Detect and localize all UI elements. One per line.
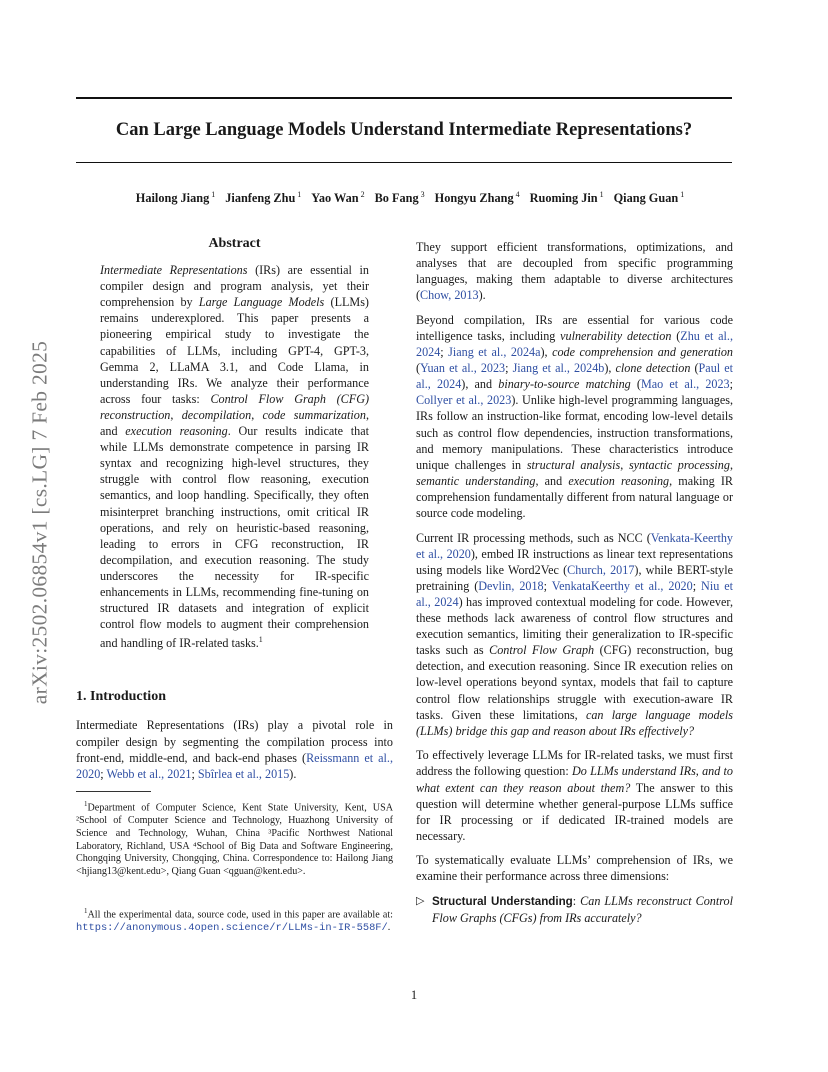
author-text: Hailong Jiang xyxy=(135,191,210,206)
paragraph-text: ), and xyxy=(461,377,499,392)
abstract-segment: , and xyxy=(100,407,369,439)
abstract-task-cfg: Control Flow Graph (CFG) reconstruction xyxy=(100,391,370,422)
abstract-task-decompilation: decompilation xyxy=(181,407,252,422)
citation-link[interactable]: Mao et al., 2023 xyxy=(640,377,730,392)
abstract-heading: Abstract xyxy=(208,236,261,251)
author-text: Jianfeng Zhu xyxy=(225,191,296,206)
introduction-paragraph xyxy=(76,717,393,781)
paragraph-text: (CFG) reconstruction, bug detection, and execution reasoning. Since IR execution relies on low-level operations beyond syntax, models that fail to capture control flow relationships struggle with execution-aware IR tasks. Given these limitations, xyxy=(416,643,733,722)
citation-link[interactable]: Jiang et al., 2024a xyxy=(448,345,541,360)
citation-separator: ; xyxy=(692,578,702,593)
page-number: 1 xyxy=(410,988,418,1002)
introduction-heading: 1. Introduction xyxy=(76,689,166,705)
emphasis: binary-to-source matching xyxy=(498,377,631,392)
paragraph-text: They support efficient transformations, optimizations, and analyses that are decoupled from specific programming languages, making them adaptable to diverse architectures ( xyxy=(416,240,733,303)
citation-link[interactable]: Church, 2017 xyxy=(567,562,635,577)
data-availability-footnote xyxy=(76,905,393,935)
citation-link[interactable]: Zhu et al., 2024 xyxy=(416,328,733,360)
title-bottom-rule xyxy=(76,162,732,163)
footnote-end: . xyxy=(387,922,391,934)
author-name xyxy=(136,191,215,205)
citation-separator: ; xyxy=(440,345,449,360)
author-list xyxy=(60,190,760,206)
affiliation-text: Department of Computer Science, Kent State University, Kent, USA ²School of Computer Science and Technology, Huazhong University of Science and Technology, Wuhan, China ³Pacific Northwest National Laboratory, Richland, USA ⁴School of Big Data and Software Engineering, Chongqing University, Chongqing, China. Correspondence to: Hailong Jiang <hjiang13@kent.edu>, Qiang Guan <qguan@kent.edu>. xyxy=(76,802,393,878)
citation-link[interactable]: VenkataKeerthy et al., 2020 xyxy=(551,578,693,593)
paragraph-text: Beyond compilation, IRs are essential for various code intelligence tasks, including xyxy=(416,312,733,343)
footnote-separator xyxy=(76,791,151,792)
paragraph-text: , xyxy=(729,457,733,472)
affiliation-marker: 4 xyxy=(515,190,520,199)
emphasis: execution reasoning xyxy=(568,473,670,488)
citation-link[interactable]: Reissmann et al., 2020 xyxy=(76,750,393,781)
citation-link[interactable]: Venkata-Keerthy et al., 2020 xyxy=(416,530,733,561)
paragraph-text: ( xyxy=(671,328,681,343)
paragraph-text: ), xyxy=(540,345,553,360)
paragraph-code-intelligence xyxy=(416,312,733,521)
citation-link[interactable]: Devlin, 2018 xyxy=(478,578,544,593)
abstract-segment: , xyxy=(170,407,182,422)
author-name xyxy=(614,191,685,205)
affiliation-marker: 1 xyxy=(211,190,216,199)
paragraph-question xyxy=(416,747,733,844)
paragraph-text: Current IR processing methods, such as NCC ( xyxy=(416,530,651,545)
author-text: Yao Wan xyxy=(311,191,359,206)
author-name xyxy=(435,191,520,205)
footnotes xyxy=(76,798,393,935)
citation-separator: ; xyxy=(100,766,107,781)
abstract-segment: (LLMs) remains underexplored. This paper presents a pioneering empirical study to investigate the capabilities of LLMs, including GPT-4, GPT-3, Gemma 2, LLaMA 3.1, and Code Llama, in understanding IRs. We analyze their performance across four tasks: xyxy=(100,295,369,406)
emphasis: structural analysis xyxy=(526,457,621,472)
abstract-segment: . Our results indicate that while LLMs demonstrate competence in parsing IR syntax and recognizing high-level structures, they struggle with control flow reasoning, execution semantics, and loop handling. Specifically, they often misinterpret branching instructions, omit critical IR operations, and rely on heuristic-based reasoning, leading to errors in CFG reconstruction, IR decompilation, and execution reasoning. The study underscores the necessity for IR-specific enhancements in LLMs, recommending fine-tuning on structured IR datasets and integration of explicit control flow models to augment their comprehension and handling of IR-related tasks. xyxy=(100,424,369,651)
citation-separator: ; xyxy=(543,578,552,593)
citation-link[interactable]: Yuan et al., 2023 xyxy=(420,361,506,376)
paragraph-text: ) has improved contextual modeling for code. However, these methods lack awareness of control flow structures and execution semantics, limiting their generalization to IR-specific tasks such as xyxy=(416,594,733,658)
paragraph-text: ), embed IR instructions as linear text representations using models like Word2Vec ( xyxy=(416,546,733,577)
data-availability-text: All the experimental data, source code, used in this paper are available at: xyxy=(87,909,393,921)
paragraph-text: ), while BERT-style pretraining ( xyxy=(416,562,734,593)
research-question: can large language models (LLMs) bridge this gap and reason about IRs effectively? xyxy=(416,707,733,738)
author-text: Hongyu Zhang xyxy=(434,191,514,206)
citation-link[interactable]: Jiang et al., 2024b xyxy=(512,361,605,376)
abstract-term-ir: Intermediate Representations xyxy=(100,263,248,278)
citation-link[interactable]: Niu et al., 2024 xyxy=(416,578,733,609)
paragraph-text: , making IR comprehension fundamentally different from natural language or source code modeling. xyxy=(416,473,733,520)
emphasis: code comprehension and generation xyxy=(552,345,734,360)
list-item-text xyxy=(432,893,733,926)
paragraph-text: ). xyxy=(478,288,486,303)
affiliation-footnote xyxy=(76,798,393,879)
citation-link[interactable]: Sbîrlea et al., 2015 xyxy=(197,766,290,781)
citation-separator: ; xyxy=(191,766,198,781)
list-item-separator: : xyxy=(572,894,581,909)
author-name xyxy=(375,191,425,205)
arxiv-identifier-stamp: arXiv:2502.06854v1 [cs.LG] 7 Feb 2025 xyxy=(27,340,52,705)
affiliation-marker: 1 xyxy=(297,190,302,199)
repository-link[interactable]: https://anonymous.4open.science/r/LLMs-in-IR-558F/ xyxy=(76,922,388,935)
author-name xyxy=(530,191,604,205)
emphasis: vulnerability detection xyxy=(560,328,672,343)
paragraph-text: To effectively leverage LLMs for IR-related tasks, we must first address the following question: xyxy=(416,748,733,779)
abstract-term-llm: Large Language Models xyxy=(198,295,325,310)
paragraph-text: ( xyxy=(416,361,421,376)
intro-text: Intermediate Representations (IRs) play a pivotal role in compiler design by segmenting the compilation process into front-end, middle-end, and back-end phases ( xyxy=(76,718,393,765)
footnote-marker: 1 xyxy=(84,799,88,808)
citation-separator: ; xyxy=(729,377,733,392)
footnote-marker: 1 xyxy=(84,907,88,915)
paragraph-text: , and xyxy=(535,473,569,488)
emphasis: syntactic processing xyxy=(628,457,730,472)
paragraph-text: ), xyxy=(604,361,616,376)
author-text: Ruoming Jin xyxy=(529,191,598,206)
paragraph-current-methods xyxy=(416,530,733,739)
paragraph-dimensions: To systematically evaluate LLMs’ comprehension of IRs, we examine their performance across three dimensions: xyxy=(416,853,733,884)
citation-separator: ; xyxy=(505,361,513,376)
affiliation-marker: 1 xyxy=(599,190,604,199)
citation-link[interactable]: Paul et al., 2024 xyxy=(416,361,733,392)
abstract-task-execution: execution reasoning xyxy=(125,424,228,439)
citation-link[interactable]: Chow, 2013 xyxy=(420,288,479,303)
emphasis: clone detection xyxy=(615,361,691,376)
affiliation-marker: 2 xyxy=(360,190,365,199)
emphasis: semantic understanding xyxy=(416,473,536,488)
author-name xyxy=(311,191,364,205)
right-column xyxy=(416,239,733,926)
paragraph-text: ( xyxy=(690,361,699,376)
paragraph-text: ( xyxy=(630,377,641,392)
citation-link[interactable]: Webb et al., 2021 xyxy=(106,766,192,781)
author-text: Qiang Guan xyxy=(613,191,679,206)
paragraph-text: , xyxy=(620,457,629,472)
emphasis: Control Flow Graph xyxy=(489,643,595,658)
paragraph-text: ). Unlike high-level programming languages, IRs follow an instruction-like format, encoding low-level details such as control flow dependencies, instruction transformations, and memory manipulations. These characteristics introduce unique challenges in xyxy=(416,393,733,472)
paragraph-text: The answer to this question will determine whether general-purpose LLMs suffice for IR processing or if dedicated IR-trained models are necessary. xyxy=(416,780,733,843)
list-item-label: Structural Understanding xyxy=(432,895,573,909)
abstract-segment: , xyxy=(251,407,263,422)
abstract-task-summarization: code summarization xyxy=(262,407,366,422)
list-item xyxy=(416,893,733,926)
affiliation-marker: 1 xyxy=(680,190,685,199)
footnote-marker: 1 xyxy=(258,635,263,645)
citation-link[interactable]: Collyer et al., 2023 xyxy=(416,393,512,408)
abstract-text xyxy=(100,262,369,651)
left-column xyxy=(76,236,393,935)
intro-text: ). xyxy=(289,766,297,781)
research-question: Do LLMs understand IRs, and to what extent can they reason about them? xyxy=(416,764,733,795)
affiliation-marker: 3 xyxy=(420,190,425,199)
paper-title: Can Large Language Models Understand Intermediate Representations? xyxy=(115,120,693,140)
title-top-rule xyxy=(76,97,732,99)
paragraph-ir-support xyxy=(416,239,733,303)
triangle-bullet-icon: ▷ xyxy=(416,895,425,908)
author-text: Bo Fang xyxy=(374,191,419,206)
list-item-question: Can LLMs reconstruct Control Flow Graphs (CFGs) from IRs accurately? xyxy=(432,894,733,926)
author-name xyxy=(225,191,301,205)
abstract-segment: (IRs) are essential in compiler design and program analysis, yet their comprehension by xyxy=(100,263,370,310)
